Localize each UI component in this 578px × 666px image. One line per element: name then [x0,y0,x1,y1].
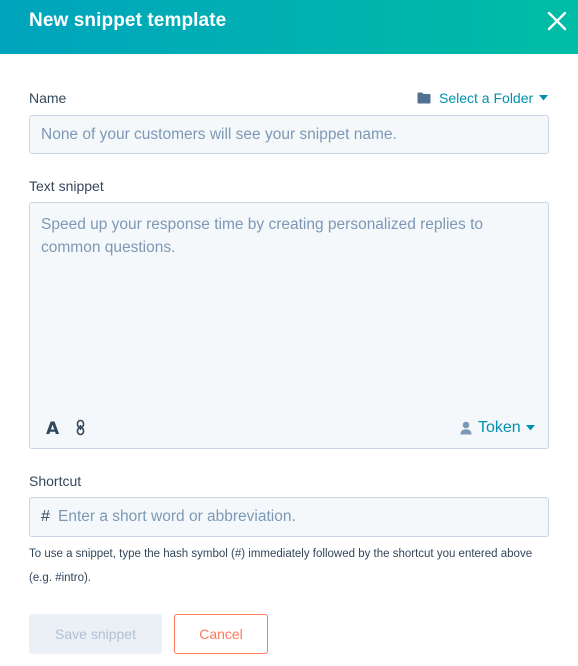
dialog-header [0,0,578,54]
token-label: Token [478,419,521,436]
token-dropdown[interactable] [460,418,535,438]
text-snippet-label: Text snippet [29,178,104,194]
link-icon [76,419,86,437]
shortcut-help-text: To use a snippet, type the hash symbol (#) immediately followed by the shortcut you entered above (e.g. #intro). [29,548,533,584]
shortcut-placeholder: Enter a short word or abbreviation. [58,508,296,525]
chevron-down-icon [526,425,535,431]
text-snippet-placeholder: Speed up your response time by creating personalized replies to common questions. [41,216,484,256]
shortcut-input[interactable] [29,497,549,537]
shortcut-label: Shortcut [29,473,82,489]
save-snippet-button[interactable]: Save snippet [29,614,162,654]
folder-select-label: Select a Folder [439,90,534,106]
close-button[interactable] [546,10,568,32]
hash-prefix: # [41,508,50,525]
close-icon [546,10,568,32]
text-snippet-editor[interactable] [29,202,549,449]
snippet-name-input[interactable] [29,115,549,154]
name-label: Name [29,90,67,106]
folder-icon [417,92,431,104]
snippet-name-placeholder: None of your customers will see your snippet name. [41,126,397,143]
cancel-button[interactable]: Cancel [174,614,268,654]
contact-icon [460,421,472,435]
text-format-button[interactable]: A [46,419,60,439]
chevron-down-icon [539,95,548,101]
dialog-title: New snippet template [29,10,227,31]
folder-select-dropdown[interactable] [417,88,548,108]
insert-link-button[interactable] [76,419,86,437]
